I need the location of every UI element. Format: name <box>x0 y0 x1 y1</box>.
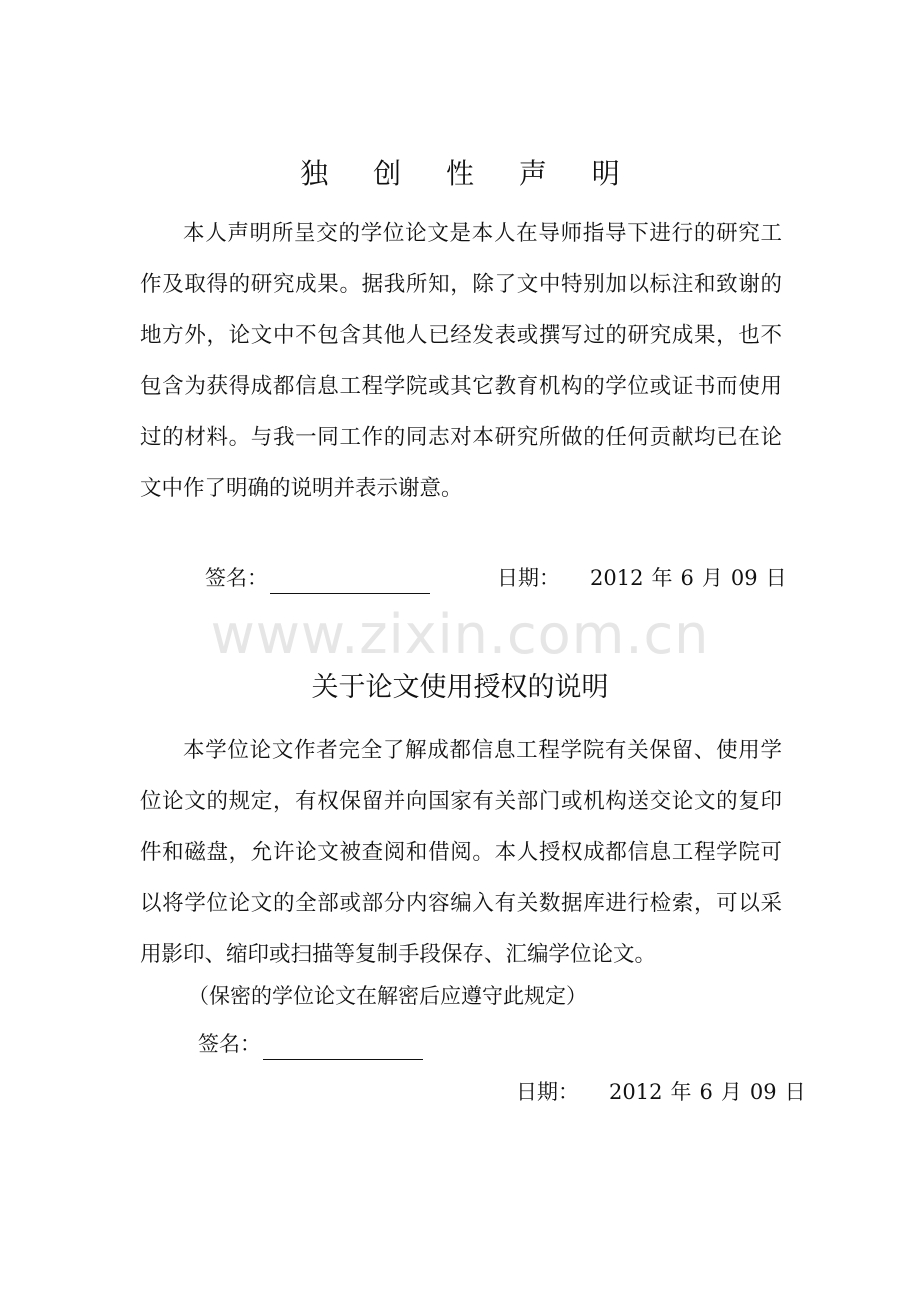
confidential-note: （保密的学位论文在解密后应遵守此规定） <box>188 984 587 1008</box>
authorization-date-row <box>516 1076 806 1108</box>
date-year: 2012 <box>590 566 644 590</box>
date-year-unit: 年 <box>651 566 673 590</box>
declaration-date-row <box>497 562 787 594</box>
date-month-unit: 月 <box>720 1080 742 1104</box>
date-year-unit: 年 <box>670 1080 692 1104</box>
signature-label: 签名： <box>198 1032 261 1056</box>
date-day-unit: 日 <box>784 1080 806 1104</box>
authorization-signature-row <box>198 1028 423 1060</box>
declaration-body: 本人声明所呈交的学位论文是本人在导师指导下进行的研究工作及取得的研究成果。据我所知，除了文中特别加以标注和致谢的地方外，论文中不包含其他人已经发表或撰写过的研究成果，也不包含为获得成都信息工程学院或其它教育机构的学位或证书而使用过的材料。与我一同工作的同志对本研究所做的任何贡献均已在论文中作了明确的说明并表示谢意。 <box>140 221 782 501</box>
declaration-title: 独 创 性 声 明 <box>300 157 638 190</box>
date-day: 09 <box>749 1080 777 1104</box>
date-month: 6 <box>680 566 694 590</box>
authorization-body: 本学位论文作者完全了解成都信息工程学院有关保留、使用学位论文的规定，有权保留并向国家有关部门或机构送交论文的复印件和磁盘，允许论文被查阅和借阅。本人授权成都信息工程学院可以将学位论文的全部或部分内容编入有关数据库进行检索，可以采用影印、缩印或扫描等复制手段保存、汇编学位论文。 <box>140 738 782 967</box>
declaration-signature-row <box>205 562 430 594</box>
signature-line <box>263 1035 423 1060</box>
signature-line <box>270 569 430 594</box>
watermark: www.zixin.com.cn <box>210 603 710 666</box>
date-label: 日期： <box>516 1080 579 1104</box>
signature-label: 签名： <box>205 566 268 590</box>
date-label: 日期： <box>497 566 560 590</box>
authorization-title: 关于论文使用授权的说明 <box>311 672 609 703</box>
date-month-unit: 月 <box>701 566 723 590</box>
date-day-unit: 日 <box>765 566 787 590</box>
date-month: 6 <box>699 1080 713 1104</box>
date-year: 2012 <box>609 1080 663 1104</box>
date-day: 09 <box>730 566 758 590</box>
